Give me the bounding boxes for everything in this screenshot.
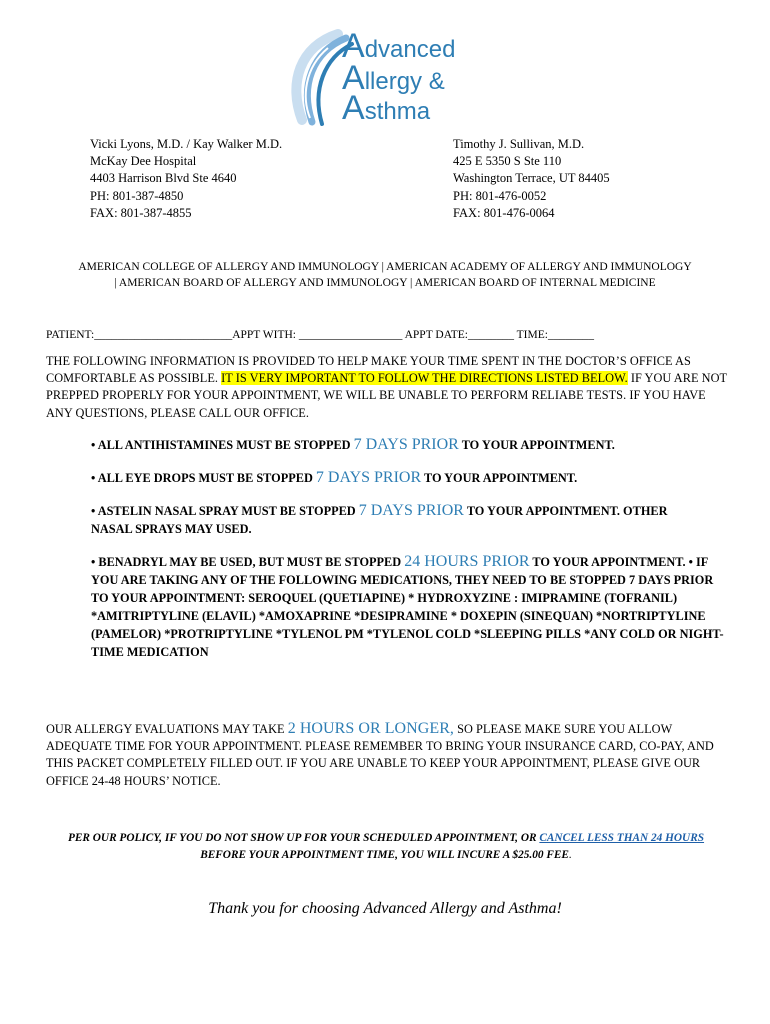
right-street: 425 E 5350 S Ste 110 <box>453 154 562 169</box>
bullet-emphasis: 7 DAYS PRIOR <box>358 502 464 519</box>
cancel-policy-link[interactable]: CANCEL LESS THAN 24 HOURS <box>539 832 705 844</box>
logo-initial: A <box>342 59 365 97</box>
left-street: 4403 Harrison Blvd Ste 4640 <box>90 171 237 186</box>
intro-paragraph <box>46 353 730 422</box>
left-address-block <box>90 136 282 222</box>
logo-initial: A <box>342 27 365 65</box>
left-phone: PH: 801-387-4850 <box>90 188 184 203</box>
bullet-text: TO YOUR APPOINTMENT. <box>458 438 615 452</box>
bullet-text: TO YOUR APPOINTMENT. <box>421 471 578 485</box>
affiliations-line-1: AMERICAN COLLEGE OF ALLERGY AND IMMUNOLOGY | AMERICAN ACADEMY OF ALLERGY AND IMMUNOLOGY <box>78 261 692 273</box>
bullet-text: • ASTELIN NASAL SPRAY MUST BE STOPPED <box>91 504 359 518</box>
bullet-benadryl-medications <box>91 553 727 661</box>
appointment-form-line: PATIENT:________________________APPT WITH: __________________ APPT DATE:________ TIME:________ <box>46 329 594 341</box>
bullet-text: TO YOUR APPOINTMENT. OTHER NASAL SPRAYS MAY USED. <box>91 504 668 536</box>
right-fax: FAX: 801-476-0064 <box>453 205 555 220</box>
policy-period: . <box>568 849 572 861</box>
bullet-text: • ALL EYE DROPS MUST BE STOPPED <box>91 471 316 485</box>
left-doctors: Vicki Lyons, M.D. / Kay Walker M.D. <box>90 137 283 151</box>
logo-word-asthma: sthma <box>364 98 431 125</box>
right-doctor: Timothy J. Sullivan, M.D. <box>453 137 585 151</box>
intro-highlight: IT IS VERY IMPORTANT TO FOLLOW THE DIRECTIONS LISTED BELOW. <box>221 371 628 386</box>
policy-text: BEFORE YOUR APPOINTMENT TIME, YOU WILL INCURE A $25.00 FEE <box>200 849 569 861</box>
bullet-astelin <box>91 502 711 538</box>
left-hospital: McKay Dee Hospital <box>90 154 197 169</box>
policy-text: PER OUR POLICY, IF YOU DO NOT SHOW UP FOR YOUR SCHEDULED APPOINTMENT, OR <box>67 832 540 844</box>
affiliations-line-2: | AMERICAN BOARD OF ALLERGY AND IMMUNOLOGY | AMERICAN BOARD OF INTERNAL MEDICINE <box>114 277 656 289</box>
bullet-emphasis: 7 DAYS PRIOR <box>315 469 422 486</box>
bullet-text: • BENADRYL MAY BE USED, BUT MUST BE STOPPED <box>91 555 405 569</box>
intro-text-1: THE FOLLOWING INFORMATION IS PROVIDED TO HELP MAKE YOUR TIME SPENT IN THE DOCTOR’S OFFICE AS COMFORTABLE AS POSSIBLE. <box>46 354 691 386</box>
no-show-policy <box>46 830 726 864</box>
affiliations <box>30 259 740 291</box>
logo-word-advanced: dvanced <box>364 36 456 63</box>
right-phone: PH: 801-476-0052 <box>453 188 547 203</box>
logo-ampersand: & <box>428 68 445 95</box>
left-fax: FAX: 801-387-4855 <box>90 205 192 220</box>
logo-word-allergy: llergy <box>364 68 423 95</box>
bullet-emphasis: 24 HOURS PRIOR <box>404 553 530 570</box>
evaluation-emphasis: 2 HOURS OR LONGER, <box>287 720 454 737</box>
evaluation-text: OUR ALLERGY EVALUATIONS MAY TAKE <box>46 722 288 736</box>
intro-text-2: IF YOU ARE NOT PREPPED PROPERLY FOR YOUR APPOINTMENT, WE WILL BE UNABLE TO PERFORM RELIABE TESTS. IF YOU HAVE ANY QUESTIONS, PLEASE CALL OUR OFFICE. <box>46 371 727 420</box>
right-address-block <box>453 136 610 222</box>
evaluation-text: SO PLEASE MAKE SURE YOU ALLOW ADEQUATE TIME FOR YOUR APPOINTMENT. PLEASE REMEMBER TO BRING YOUR INSURANCE CARD, CO-PAY, AND THIS PACKET COMPLETELY FILLED OUT. IF YOU ARE UNABLE TO KEEP YOUR APPOINTMENT, PLEASE GIVE OUR OFFICE 24-48 HOURS’ NOTICE. <box>46 722 714 788</box>
right-city: Washington Terrace, UT 84405 <box>453 171 610 186</box>
bullet-eye-drops <box>91 469 711 487</box>
bullet-emphasis: 7 DAYS PRIOR <box>353 436 459 453</box>
logo-initial: A <box>342 89 365 127</box>
bullet-antihistamines <box>91 436 711 454</box>
thank-you-message: Thank you for choosing Advanced Allergy and Asthma! <box>208 900 562 917</box>
logo <box>280 28 480 128</box>
bullet-text: • ALL ANTIHISTAMINES MUST BE STOPPED <box>91 438 354 452</box>
evaluation-paragraph <box>46 720 726 790</box>
bullet-text: TO YOUR APPOINTMENT. • IF YOU ARE TAKING ANY OF THE FOLLOWING MEDICATIONS, THEY NEED TO BE STOPPED 7 DAYS PRIOR TO YOUR APPOINTMENT: SEROQUEL (QUETIAPINE) * HYDROXYZINE : IMIPRAMINE (TOFRANIL) *AMITRIPTYLINE (ELAVIL) *AMOXAPRINE *DESIPRAMINE * DOXEPIN (SINEQUAN) *NORTRIPTYLINE (PAMELOR) *PROTRIPTYLINE *TYLENOL PM *TYLENOL COLD *SLEEPING PILLS *ANY COLD OR NIGHT-TIME MEDICATION <box>91 555 724 659</box>
